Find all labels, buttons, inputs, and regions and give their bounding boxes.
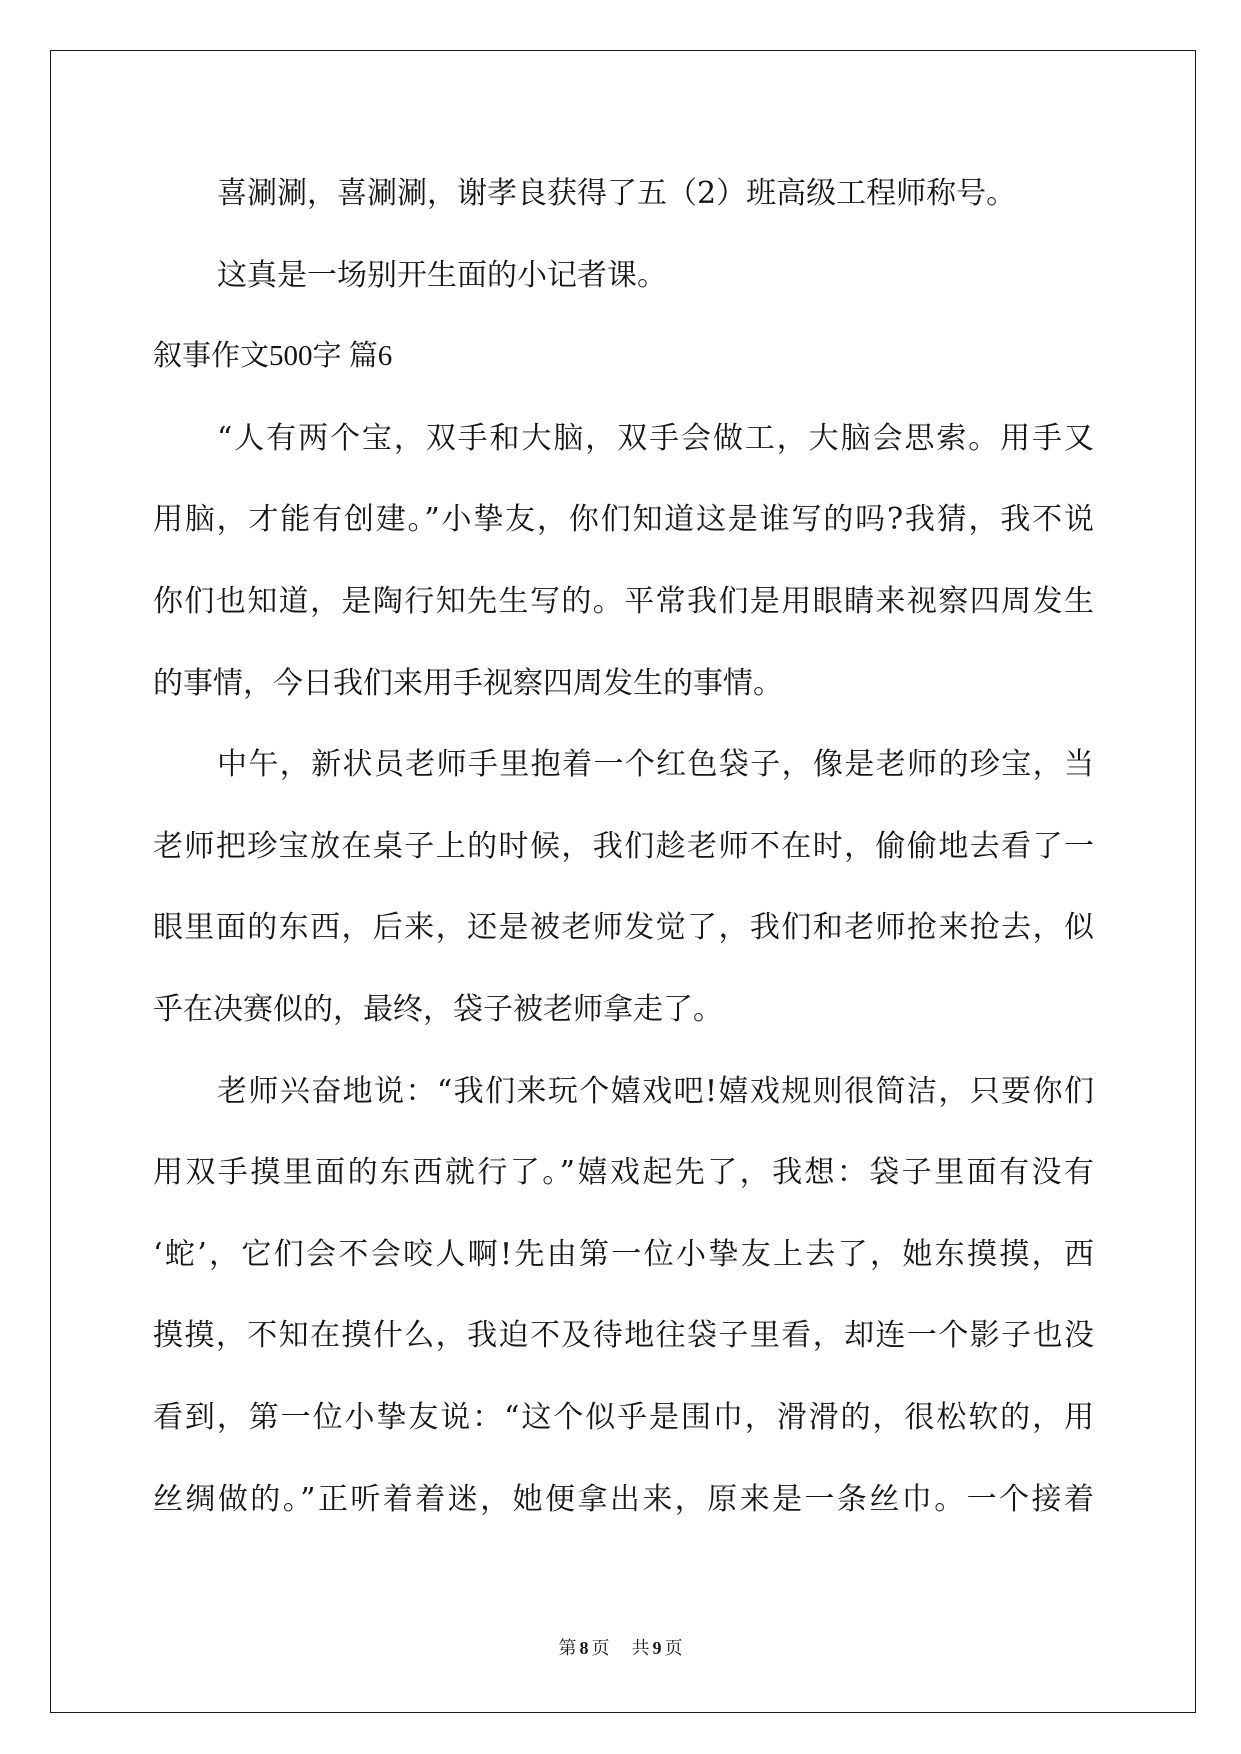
current-page-number: 8 <box>579 1638 589 1658</box>
text-line: 这真是一场别开生面的小记者课。 <box>217 257 667 293</box>
text-line: 老师兴奋地说：“我们来玩个嬉戏吧!嬉戏规则很简洁，只要你们 <box>217 1073 1094 1109</box>
text-line: 摸摸，不知在摸什么，我迫不及待地往袋子里看，却连一个影子也没 <box>153 1318 1094 1354</box>
document-body <box>153 153 1094 1540</box>
text-line: “人有两个宝，双手和大脑，双手会做工，大脑会思索。用手又 <box>217 420 1094 456</box>
text-line: ‘蛇’，它们会不会咬人啊!先由第一位小挚友上去了，她东摸摸，西 <box>153 1236 1094 1272</box>
page-suffix: 页 <box>591 1638 610 1659</box>
text-line: 用脑，才能有创建。”小挚友，你们知道这是谁写的吗?我猜，我不说 <box>153 502 1094 538</box>
text-line: 的事情，今日我们来用手视察四周发生的事情。 <box>153 665 783 701</box>
total-prefix: 共 <box>631 1638 650 1659</box>
text-line: 用双手摸里面的东西就行了。”嬉戏起先了，我想：袋子里面有没有 <box>153 1155 1094 1191</box>
text-line: 喜涮涮，喜涮涮，谢孝良获得了五（2）班高级工程师称号。 <box>217 176 1017 211</box>
text-line: 中午，新状员老师手里抱着一个红色袋子，像是老师的珍宝，当 <box>217 747 1094 783</box>
section-heading: 叙事作文500字 篇6 <box>153 340 393 373</box>
text-line: 你们也知道，是陶行知先生写的。平常我们是用眼睛来视察四周发生 <box>153 583 1094 619</box>
text-line: 乎在决赛似的，最终，袋子被老师拿走了。 <box>153 991 723 1027</box>
total-suffix: 页 <box>664 1638 683 1659</box>
page-number-footer <box>0 1634 1241 1663</box>
text-line: 丝绸做的。”正听着着迷，她便拿出来，原来是一条丝巾。一个接着 <box>153 1481 1094 1517</box>
text-line: 看到，第一位小挚友说：“这个似乎是围巾，滑滑的，很松软的，用 <box>153 1399 1094 1435</box>
total-page-count: 9 <box>652 1638 662 1658</box>
page-prefix: 第 <box>558 1638 577 1659</box>
text-line: 眼里面的东西，后来，还是被老师发觉了，我们和老师抢来抢去，似 <box>153 910 1094 946</box>
text-line: 老师把珍宝放在桌子上的时候，我们趁老师不在时，偷偷地去看了一 <box>153 828 1094 864</box>
